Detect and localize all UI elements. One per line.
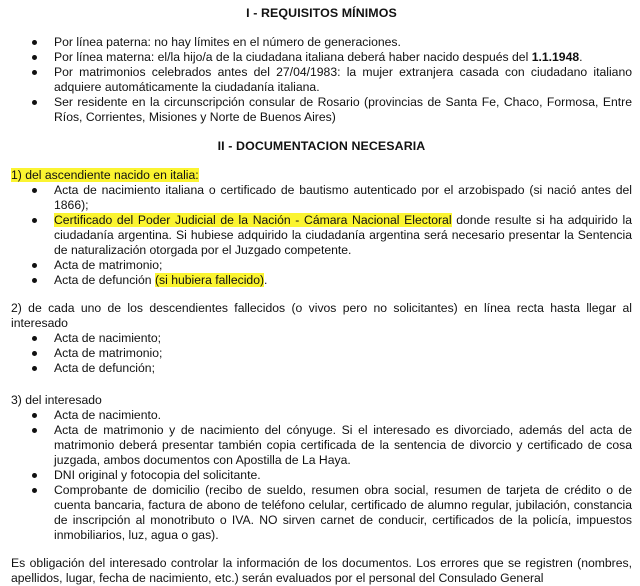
date-emphasis: 1.1.1948 [531, 50, 580, 64]
bullet-icon [32, 428, 37, 433]
bullet-icon [32, 70, 37, 75]
list-item: Ser residente en la circunscripción consular de Rosario (provincias de Santa Fe, Chaco, Formosa, Entre Ríos, Corrientes, Misiones y Norte de Buenos Aires) [11, 95, 632, 125]
bullet-icon [32, 100, 37, 105]
bullet-icon [32, 351, 37, 356]
bullet-icon [32, 366, 37, 371]
section-1-heading: I - REQUISITOS MÍNIMOS [246, 6, 397, 20]
bullet-icon [32, 413, 37, 418]
highlighted-text: 1) del ascendiente nacido en italia: [11, 168, 199, 182]
bullet-icon [32, 473, 37, 478]
bullet-icon [32, 278, 37, 283]
group-2-title: 2) de cada uno de los descendientes fallecidos (o vivos pero no solicitantes) en línea recta hasta llegar al interesado [11, 301, 632, 330]
list-item: Acta de matrimonio; [11, 346, 632, 361]
section-2-heading: II - DOCUMENTACION NECESARIA [217, 139, 426, 153]
group-1-title [11, 168, 632, 183]
list-item: Acta de matrimonio y de nacimiento del cónyuge. Si el interesado es divorciado, además del acta de matrimonio deberá presentar también copia certificada de la sentencia de divorcio y certificado de cosa juzgada, ambos documentos con Apostilla de La Haya. [11, 423, 632, 468]
bullet-icon [32, 336, 37, 341]
group-2-list [11, 331, 632, 376]
list-item: Por línea paterna: no hay límites en el número de generaciones. [11, 35, 632, 50]
group-3-title: 3) del interesado [11, 393, 102, 407]
group-3-list [11, 408, 632, 543]
bullet-icon [32, 40, 37, 45]
highlighted-text: Certificado del Poder Judicial de la Nación - Cámara Nacional Electoral [54, 213, 452, 227]
list-item: Acta de nacimiento italiana o certificado de bautismo autenticado por el arzobispado (si nació antes del 1866); [11, 183, 632, 213]
bullet-icon [32, 488, 37, 493]
bullet-icon [32, 188, 37, 193]
requirements-list [11, 35, 632, 125]
list-item: Acta de matrimonio; [11, 258, 632, 273]
footer-paragraph: Es obligación del interesado controlar la información de los documentos. Los errores que se registren (nombres, apellidos, lugar, fecha de nacimiento, etc.) serán evaluados por el personal del Consulado General [11, 556, 632, 585]
bullet-icon [32, 55, 37, 60]
list-item: Certificado del Poder Judicial de la Nación - Cámara Nacional Electoral donde resulte si ha adquirido la ciudadanía argentina. Si hubiese adquirido la ciudadanía argentina será necesario presentar la Sentencia de naturalización otorgada por el Juzgado competente. [11, 213, 632, 258]
bullet-icon [32, 218, 37, 223]
list-item: Acta de nacimiento. [11, 408, 632, 423]
list-item: DNI original y fotocopia del solicitante. [11, 468, 632, 483]
bullet-icon [32, 263, 37, 268]
highlighted-text: (si hubiera fallecido) [154, 273, 265, 287]
list-item: Acta de defunción (si hubiera fallecido). [11, 273, 632, 288]
list-item: Comprobante de domicilio (recibo de sueldo, resumen obra social, resumen de tarjeta de crédito o de cuenta bancaria, factura de abono de teléfono celular, certificado de alumno regular, jubilación, constancia de inscripción al monotributo o IVA. NO sirven carnet de conducir, certificados de la policía, impuestos inmobiliarios, luz, agua o gas). [11, 483, 632, 543]
group-1-list [11, 183, 632, 288]
list-item: Acta de defunción; [11, 361, 632, 376]
list-item: Por matrimonios celebrados antes del 27/04/1983: la mujer extranjera casada con ciudadano italiano adquiere automáticamente la ciudadanía italiana. [11, 65, 632, 95]
list-item: Por línea materna: el/la hijo/a de la ciudadana italiana deberá haber nacido después del 1.1.1948. [11, 50, 632, 65]
list-item: Acta de nacimiento; [11, 331, 632, 346]
